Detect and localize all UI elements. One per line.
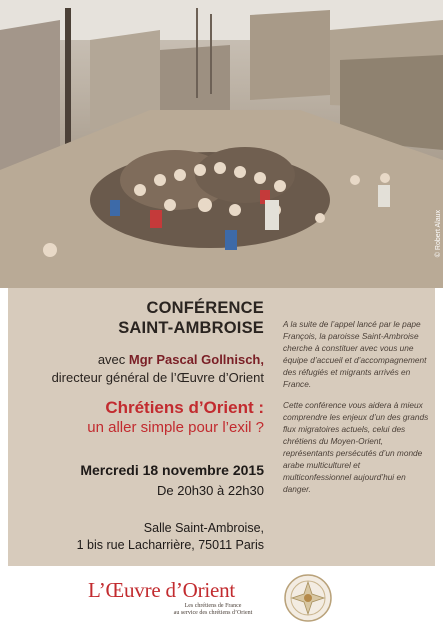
title-line-1: CONFÉRENCE: [146, 299, 264, 317]
logo-tagline-2: au service des chrétiens d’Orient: [173, 610, 253, 616]
description-paragraph-2: Cette conférence vous aidera à mieux comprendre les enjeux d’un des grands flux migratoires actuels, celui des chrétiens du Moyen-Orient, représentants persécutés d’un monde arabe multiculturel et multiconfessionnel aujourd’hui en danger.: [283, 400, 429, 494]
info-panel: [8, 288, 435, 566]
oeuvre-d-orient-logo: [88, 578, 268, 628]
event-time: De 20h30 à 22h30: [157, 483, 264, 498]
logo-tagline-1: Les chrétiens de France: [184, 603, 242, 609]
hero-photo: [0, 0, 443, 288]
venue-line-2: 1 bis rue Lacharrière, 75011 Paris: [76, 538, 264, 552]
parish-emblem-icon: [283, 572, 333, 624]
speaker-name: Mgr Pascal Gollnisch,: [128, 352, 264, 367]
speaker-block: [52, 351, 264, 387]
description: [283, 318, 429, 504]
event-details: [8, 288, 270, 566]
subject-title: Chrétiens d’Orient :: [105, 398, 264, 417]
event-venue: [77, 520, 264, 554]
conference-title: [118, 298, 264, 338]
subject-subtitle: un aller simple pour l’exil ?: [87, 419, 264, 436]
speaker-prefix: avec: [97, 352, 129, 367]
photo-credit: © Robert Alaux: [435, 210, 442, 258]
speaker-role: directeur général de l’Œuvre d’Orient: [51, 370, 264, 385]
logo-text: L’Œuvre d’Orient: [88, 578, 236, 602]
title-line-2: SAINT-AMBROISE: [118, 319, 264, 337]
group-photo-children-village: [0, 0, 443, 288]
event-date: Mercredi 18 novembre 2015: [80, 462, 264, 478]
venue-line-1: Salle Saint-Ambroise,: [143, 521, 264, 535]
description-paragraph-1: A la suite de l’appel lancé par le pape François, la paroisse Saint-Ambroise cherche à constituer avec vous une équipe d’accueil et d’accompagnement des réfugiés et migrants arrivés en France.: [283, 319, 427, 389]
